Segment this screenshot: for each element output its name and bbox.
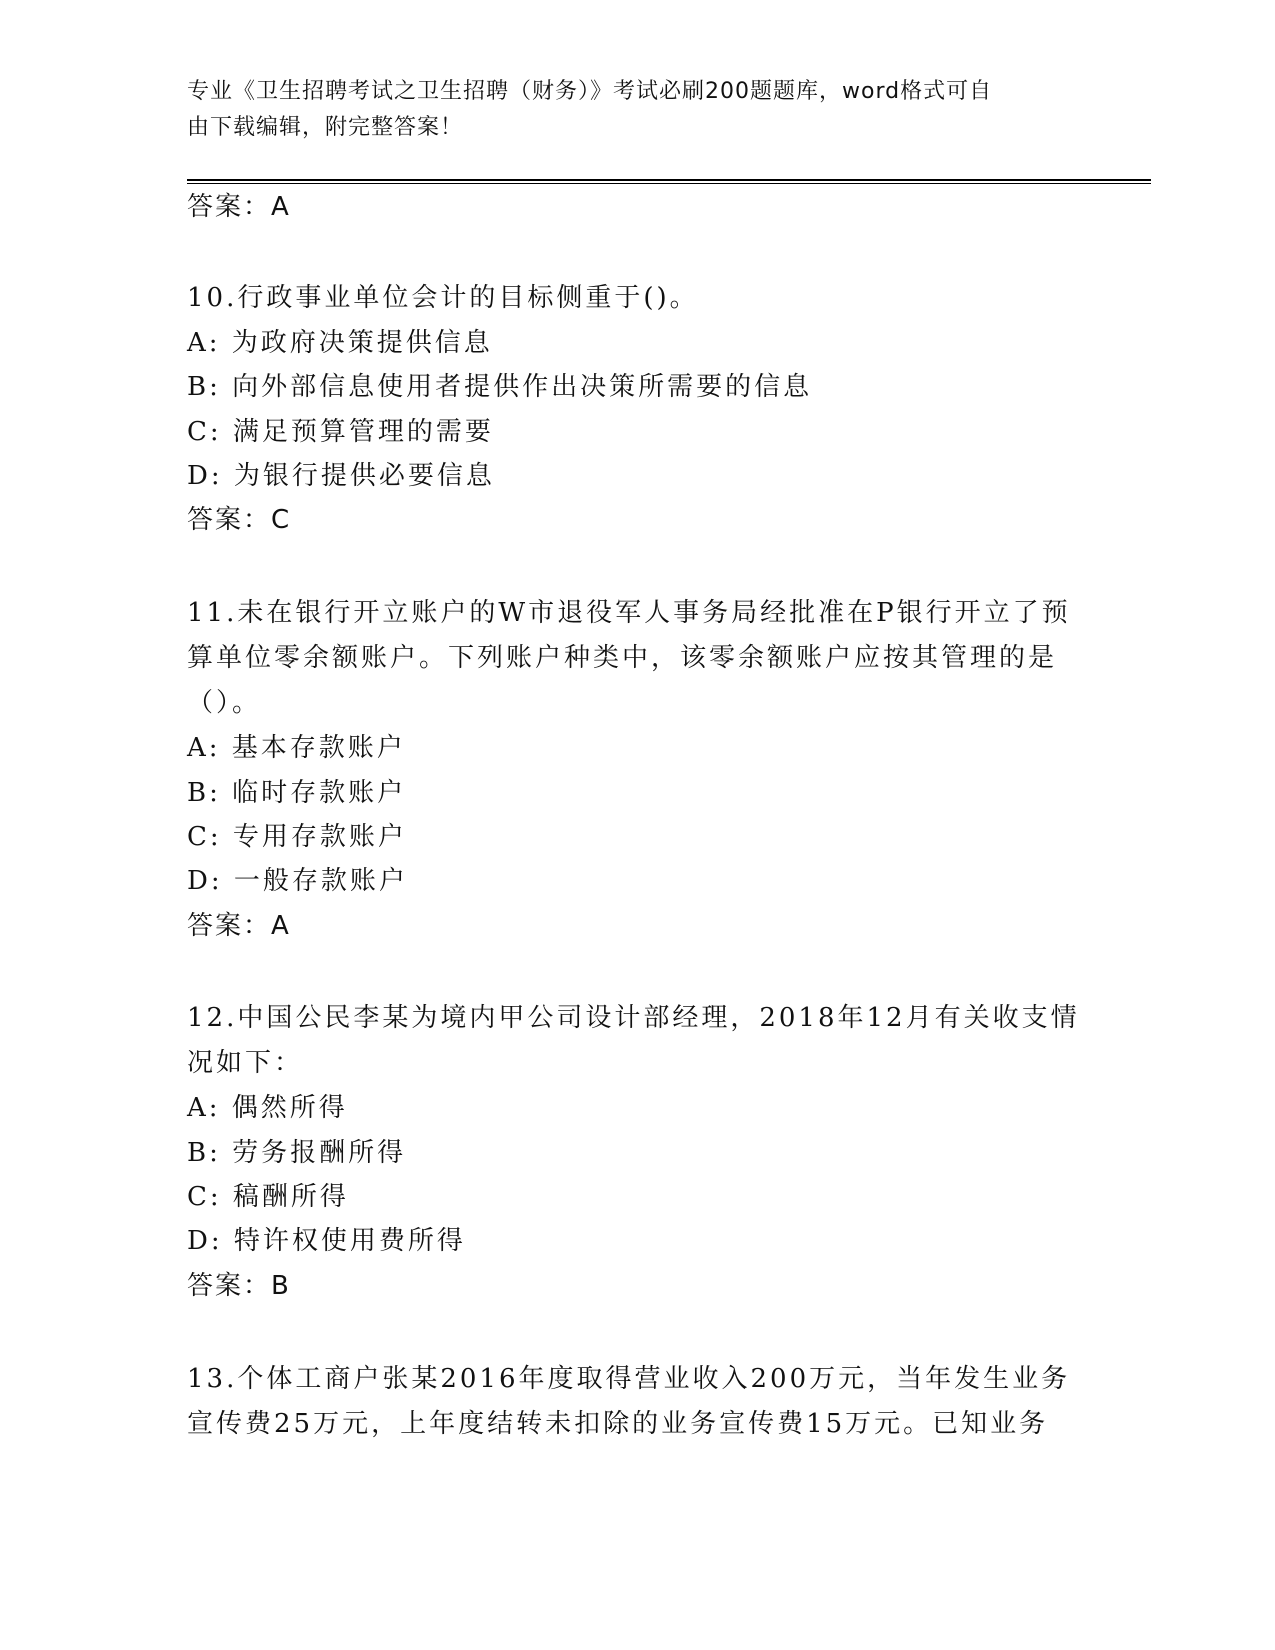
question-12-option-c: C: 稿酬所得 <box>187 1182 349 1212</box>
question-11-stem-line-1: 11.未在银行开立账户的W市退役军人事务局经批准在P银行开立了预 <box>187 598 1071 628</box>
question-10-option-b: B: 向外部信息使用者提供作出决策所需要的信息 <box>187 372 813 402</box>
question-10-option-c: C: 满足预算管理的需要 <box>187 417 494 447</box>
question-12-answer: 答案：B <box>187 1271 291 1301</box>
question-10-option-a: A: 为政府决策提供信息 <box>187 328 493 358</box>
question-12-option-d: D: 特许权使用费所得 <box>187 1226 466 1256</box>
question-13-stem-line-1: 13.个体工商户张某2016年度取得营业收入200万元，当年发生业务 <box>187 1364 1071 1394</box>
answer-previous: 答案：A <box>187 192 291 222</box>
question-12-option-b: B: 劳务报酬所得 <box>187 1138 407 1168</box>
question-11-option-a: A: 基本存款账户 <box>187 733 406 763</box>
question-11-option-c: C: 专用存款账户 <box>187 822 407 852</box>
header-divider-thick <box>187 179 1151 181</box>
question-11-option-d: D: 一般存款账户 <box>187 866 408 896</box>
question-11-option-b: B: 临时存款账户 <box>187 778 407 808</box>
question-12-option-a: A: 偶然所得 <box>187 1093 348 1123</box>
question-10-stem: 10.行政事业单位会计的目标侧重于()。 <box>187 283 699 313</box>
header-line-2: 由下载编辑，附完整答案！ <box>187 115 464 140</box>
question-10-option-d: D: 为银行提供必要信息 <box>187 461 495 491</box>
question-11-answer: 答案：A <box>187 911 291 941</box>
question-13-stem-line-2: 宣传费25万元，上年度结转未扣除的业务宣传费15万元。已知业务 <box>187 1409 1049 1439</box>
question-11-stem-line-2: 算单位零余额账户。下列账户种类中，该零余额账户应按其管理的是 <box>187 643 1058 673</box>
question-12-stem-line-2: 况如下： <box>187 1048 304 1078</box>
question-10-answer: 答案：C <box>187 505 292 535</box>
question-12-stem-line-1: 12.中国公民李某为境内甲公司设计部经理，2018年12月有关收支情 <box>187 1003 1080 1033</box>
header-divider-thin <box>187 183 1151 184</box>
document-header <box>187 74 1067 146</box>
question-11-stem-line-3: （）。 <box>187 688 262 718</box>
header-line-1: 专业《卫生招聘考试之卫生招聘（财务）》考试必刷200题题库，word格式可自 <box>187 79 993 104</box>
